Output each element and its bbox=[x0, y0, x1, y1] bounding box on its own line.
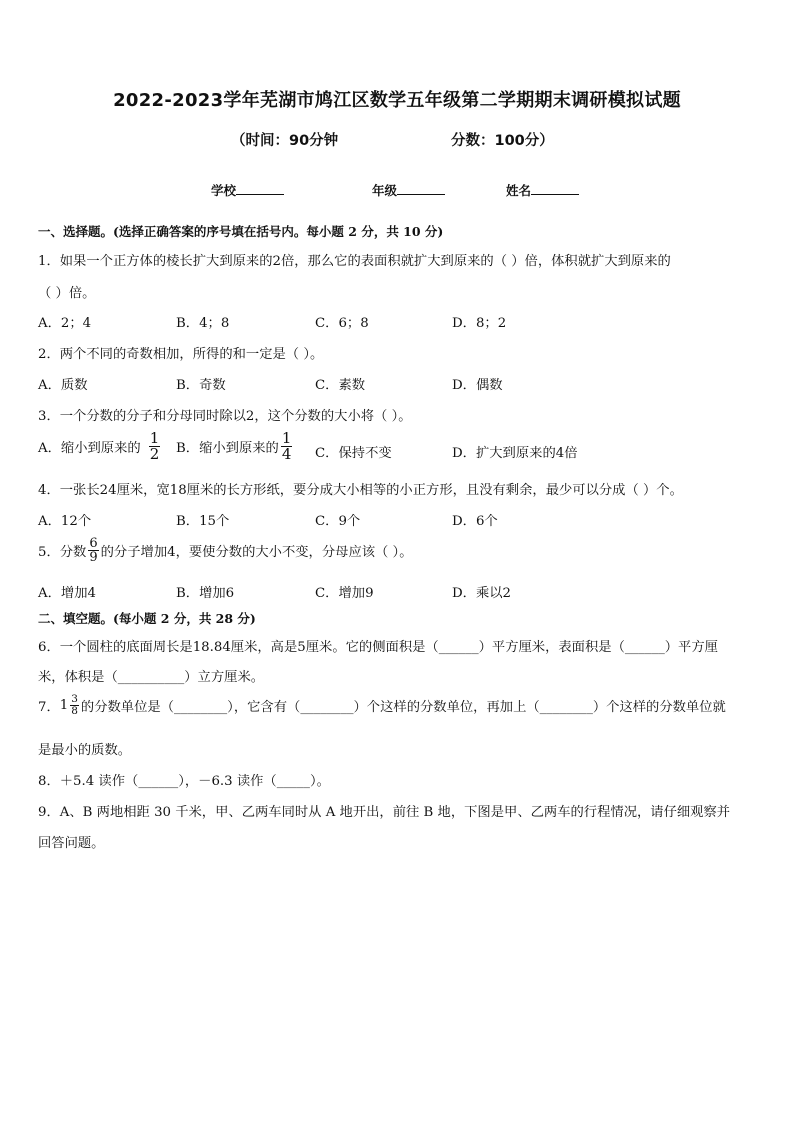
school-blank[interactable] bbox=[236, 180, 284, 195]
q7-line2: 是最小的质数。 bbox=[38, 743, 132, 758]
q4-option-a[interactable]: A．12个 bbox=[38, 514, 92, 529]
q3-option-b[interactable] bbox=[176, 431, 294, 462]
q5-post: 的分子增加4，要使分数的大小不变，分母应该（ ）。 bbox=[100, 545, 413, 560]
q7-mixed-number: 1 $\frac{3}{8}$ bbox=[59, 693, 78, 717]
q5-option-d[interactable]: D．乘以2 bbox=[452, 586, 512, 601]
q1-option-a[interactable]: A．2；4 bbox=[38, 316, 92, 331]
q2-option-c[interactable]: C．素数 bbox=[315, 378, 366, 393]
q3-option-a-fraction: $\frac{1}{2}$ bbox=[149, 429, 160, 463]
q4-option-b[interactable]: B．15个 bbox=[176, 514, 230, 529]
q5-text bbox=[38, 537, 413, 564]
q7-pre: 7． bbox=[38, 699, 60, 715]
q1-option-c[interactable]: C．6；8 bbox=[315, 316, 369, 331]
q2-text: 2．两个不同的奇数相加，所得的和一定是（ ）。 bbox=[38, 347, 324, 362]
q1-option-d[interactable]: D．8；2 bbox=[452, 316, 507, 331]
grade-label: 年级 bbox=[372, 183, 398, 198]
q4-text: 4．一张长24厘米，宽18厘米的长方形纸，要分成大小相等的小正方形，且没有剩余，最少可以分成（ ）个。 bbox=[38, 483, 683, 498]
section2-heading: 二、填空题。(每小题 2 分，共 28 分) bbox=[38, 611, 256, 626]
exam-score: 分数：100分） bbox=[451, 133, 554, 149]
exam-time: （时间：90分钟 bbox=[231, 133, 339, 149]
q3-option-b-label: B．缩小到原来的 bbox=[176, 441, 279, 456]
q9-line1: 9．A、B 两地相距 30 千米，甲、乙两车同时从 A 地开出，前往 B 地，下图是甲、乙两车的行程情况，请仔细观察并 bbox=[38, 805, 731, 820]
section1-heading: 一、选择题。(选择正确答案的序号填在括号内。每小题 2 分，共 10 分) bbox=[38, 224, 444, 239]
q7-post: 的分数单位是（________），它含有（________）个这样的分数单位，再加上（________）个这样的分数单位就 bbox=[80, 699, 726, 715]
school-field bbox=[211, 180, 284, 199]
q7-line1 bbox=[38, 694, 726, 716]
name-label: 姓名 bbox=[506, 183, 532, 198]
q4-option-d[interactable]: D．6个 bbox=[452, 514, 498, 529]
name-blank[interactable] bbox=[531, 180, 579, 195]
q5-option-b[interactable]: B．增加6 bbox=[176, 586, 235, 601]
name-field bbox=[506, 180, 579, 199]
q1-line2: （ ）倍。 bbox=[38, 286, 96, 301]
school-label: 学校 bbox=[211, 183, 237, 198]
q1-option-b[interactable]: B．4；8 bbox=[176, 316, 230, 331]
grade-field bbox=[372, 180, 445, 199]
q5-option-c[interactable]: C．增加9 bbox=[315, 586, 374, 601]
q2-option-a[interactable]: A．质数 bbox=[38, 378, 88, 393]
q3-text: 3．一个分数的分子和分母同时除以2，这个分数的大小将（ ）。 bbox=[38, 409, 412, 424]
q5-option-a[interactable]: A．增加4 bbox=[38, 586, 96, 601]
q2-option-d[interactable]: D．偶数 bbox=[452, 378, 503, 393]
q3-option-b-fraction: $\frac{1}{4}$ bbox=[281, 429, 292, 463]
exam-title: 2022-2023学年芜湖市鸠江区数学五年级第二学期期末调研模拟试题 bbox=[113, 90, 681, 111]
q3-option-a-label: A．缩小到原来的 bbox=[38, 441, 141, 456]
q6-line1: 6．一个圆柱的底面周长是18.84厘米，高是5厘米。它的侧面积是（______）平方厘米，表面积是（______）平方厘 bbox=[38, 640, 718, 655]
q3-option-c[interactable]: C．保持不变 bbox=[315, 446, 392, 461]
q5-fraction: $\frac{6}{9}$ bbox=[89, 536, 98, 565]
q3-option-d[interactable]: D．扩大到原来的4倍 bbox=[452, 446, 578, 461]
grade-blank[interactable] bbox=[397, 180, 445, 195]
q5-pre: 5．分数 bbox=[38, 545, 87, 560]
q3-option-a[interactable] bbox=[38, 431, 162, 462]
q1-line1: 1．如果一个正方体的棱长扩大到原来的2倍，那么它的表面积就扩大到原来的（ ）倍，体积就扩大到原来的 bbox=[38, 254, 671, 269]
q4-option-c[interactable]: C．9个 bbox=[315, 514, 361, 529]
q2-option-b[interactable]: B．奇数 bbox=[176, 378, 226, 393]
q9-line2: 回答问题。 bbox=[38, 836, 105, 851]
q6-line2: 米，体积是（__________）立方厘米。 bbox=[38, 670, 265, 685]
q8-text: 8．＋5.4 读作（______），－6.3 读作（_____）。 bbox=[38, 774, 330, 789]
